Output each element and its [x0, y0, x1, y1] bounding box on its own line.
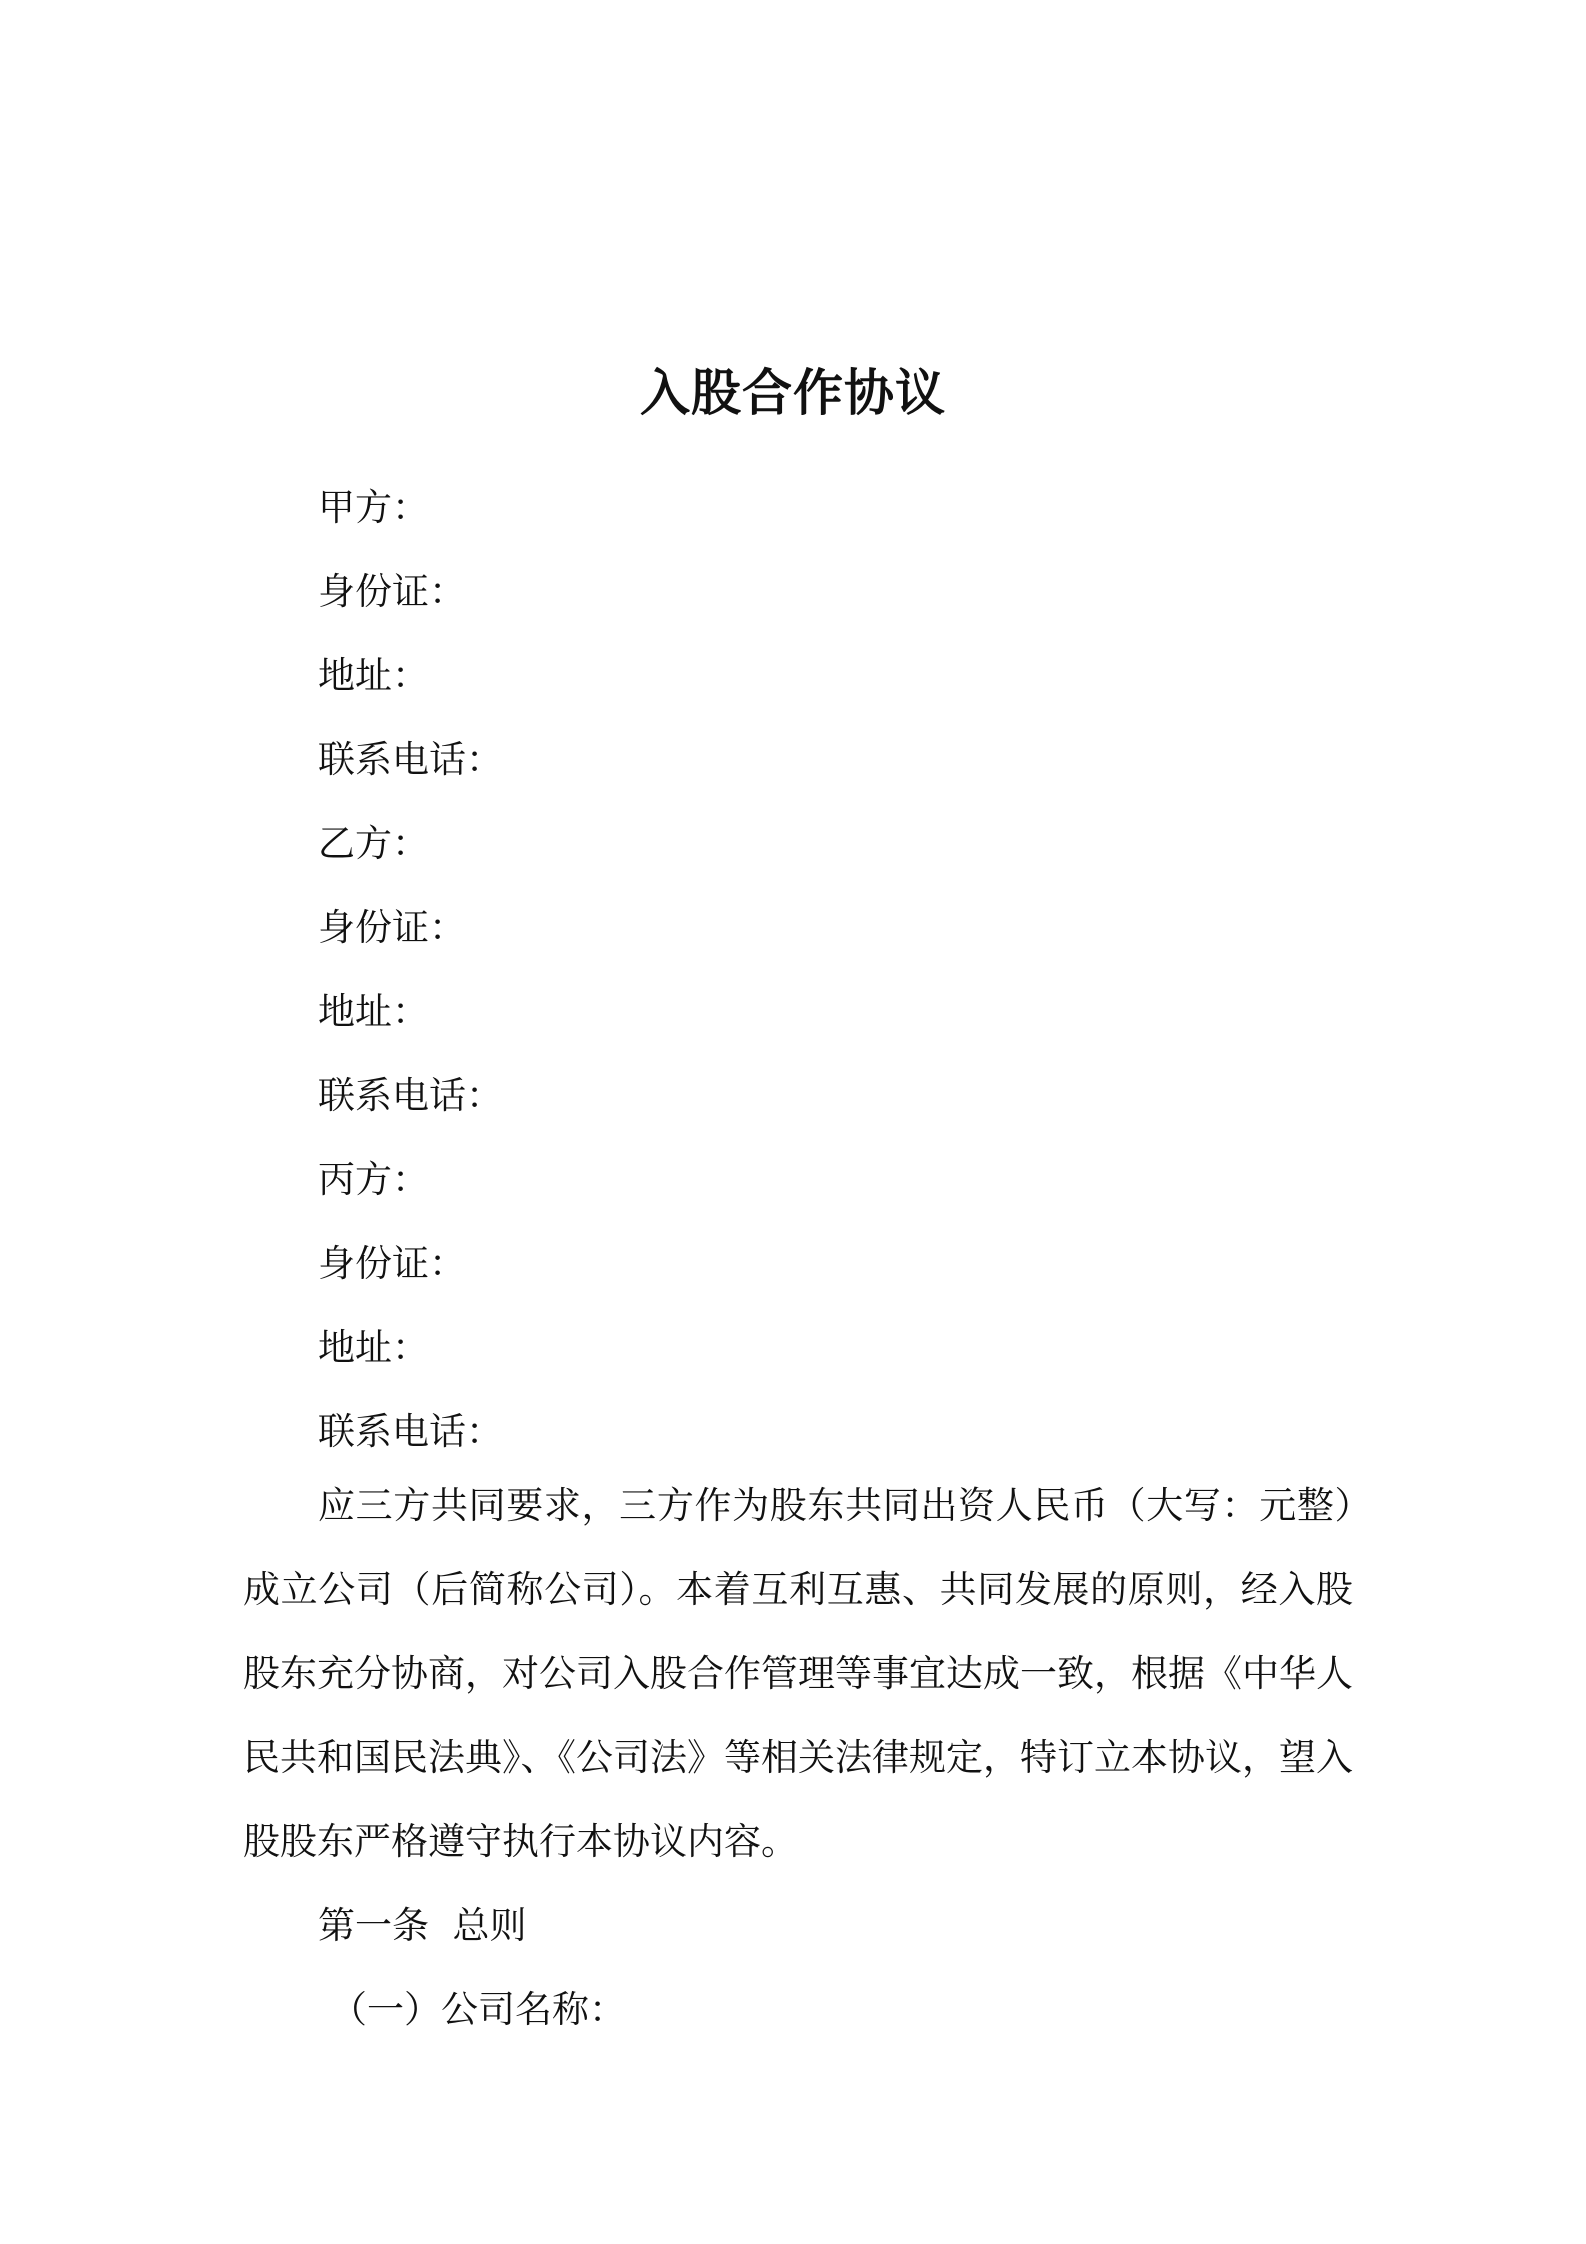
article-1-heading: 第一条 总则: [318, 1904, 527, 1947]
party-info-list: [318, 466, 503, 1474]
party-c-label: 丙方：: [318, 1158, 429, 1201]
article-1-item-1: （一）公司名称：: [330, 1988, 626, 2031]
party-a-address-label: 地址：: [318, 654, 429, 697]
document-title: 入股合作协议: [640, 364, 946, 422]
party-a-label: 甲方：: [318, 486, 429, 529]
party-b-address-label: 地址：: [318, 990, 429, 1033]
party-c-phone-label: 联系电话：: [318, 1410, 503, 1453]
party-c-id-label: 身份证：: [318, 1242, 466, 1285]
party-b-id-label: 身份证：: [318, 906, 466, 949]
party-a-phone-label: 联系电话：: [318, 738, 503, 781]
party-c-address-label: 地址：: [318, 1326, 429, 1369]
party-a-id-label: 身份证：: [318, 570, 466, 613]
preamble-paragraph: 应三方共同要求，三方作为股东共同出资人民币（大写：元整）成立公司（后简称公司）。本着互利互惠、共同发展的原则，经入股股东充分协商，对公司入股合作管理等事宜达成一致，根据《中华人民共和国民法典》、《公司法》等相关法律规定，特订立本协议，望入股股东严格遵守执行本协议内容。: [243, 1484, 1353, 1863]
party-b-label: 乙方：: [318, 822, 429, 865]
party-b-phone-label: 联系电话：: [318, 1074, 503, 1117]
